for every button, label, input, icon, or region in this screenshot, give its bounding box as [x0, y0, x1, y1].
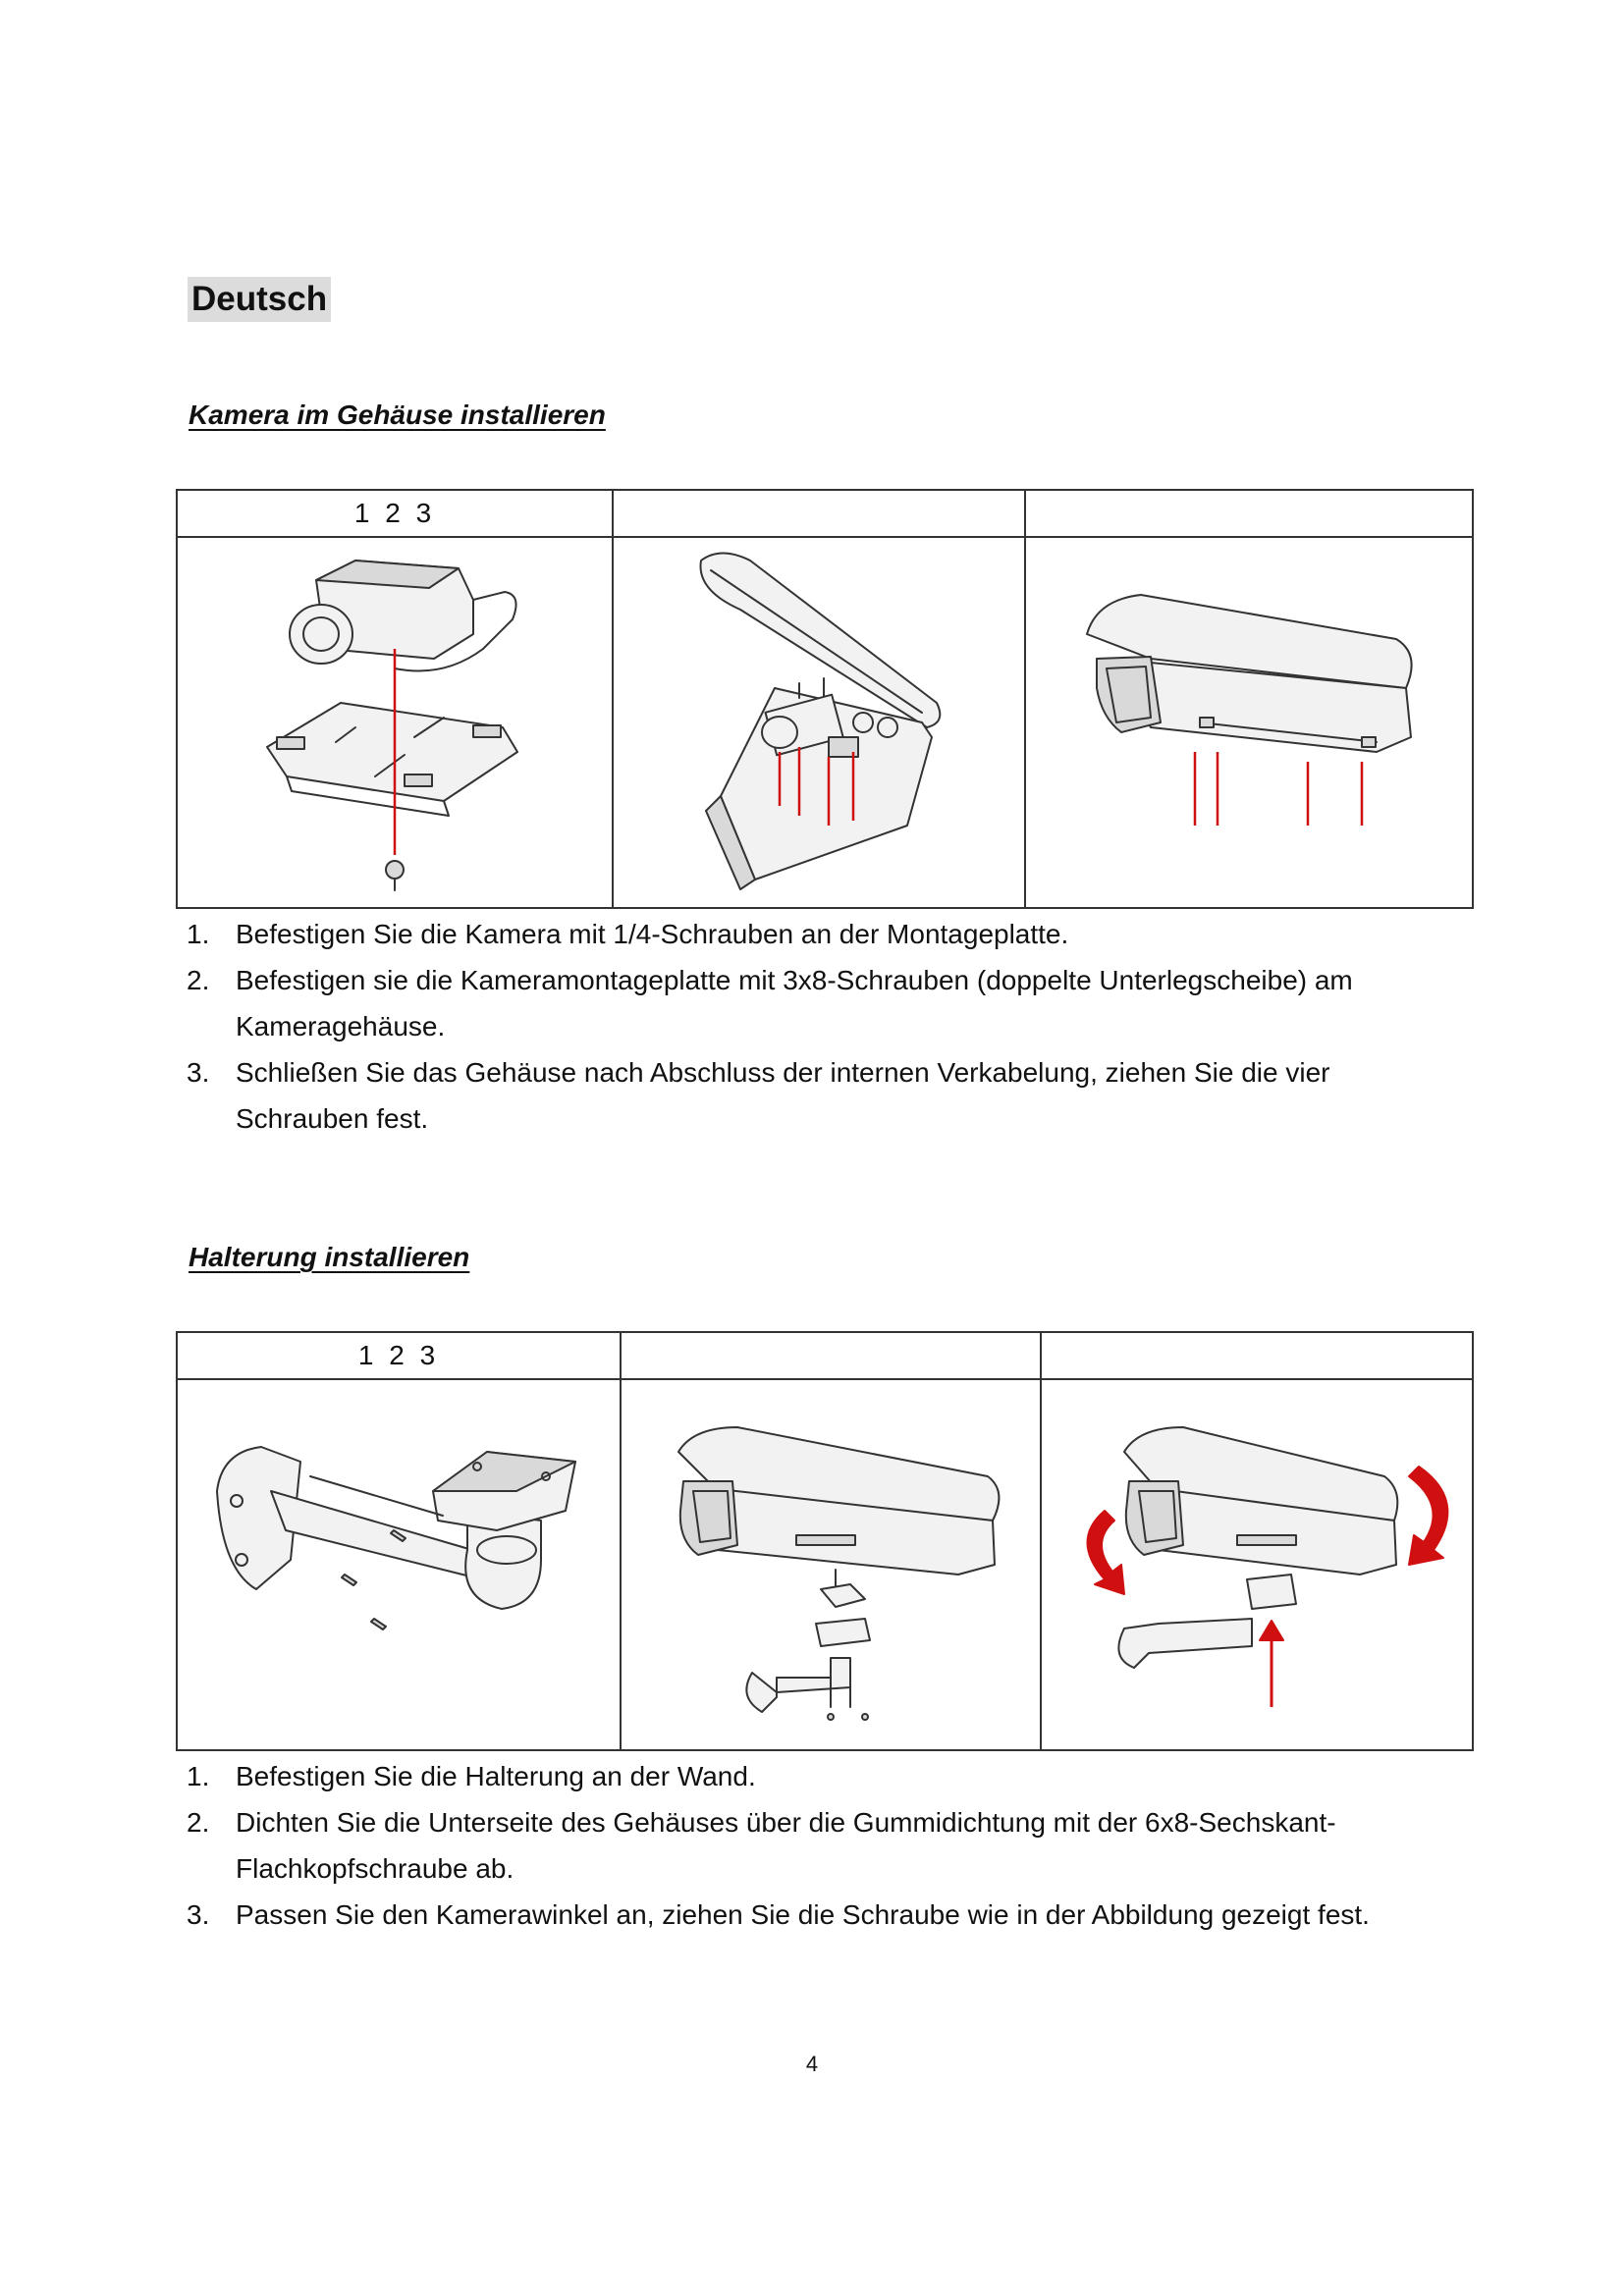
- figure-cell-step3: [1025, 537, 1473, 908]
- figure-header-cell-empty: [1041, 1332, 1473, 1379]
- list-item: 1. Befestigen Sie die Kamera mit 1/4-Schrauben an der Montageplatte.: [187, 919, 1069, 949]
- figure-table-bracket-install: [176, 1331, 1474, 1751]
- figure-cell-step3: [1041, 1379, 1473, 1750]
- figure-table-camera-install: [176, 489, 1474, 909]
- list-item: 3. Passen Sie den Kamerawinkel an, ziehen Sie die Schraube wie in der Abbildung gezeigt fest.: [187, 1899, 1370, 1930]
- list-item: 1. Befestigen Sie die Halterung an der Wand.: [187, 1761, 756, 1791]
- section-title-camera-in-housing: Kamera im Gehäuse installieren: [189, 400, 606, 430]
- figure-cell-step2: [613, 537, 1025, 908]
- list-item: 2. Dichten Sie die Unterseite des Gehäuses über die Gummidichtung mit der 6x8-Sechskant-Flachkopfschraube ab.: [187, 1807, 1336, 1884]
- section-title-bracket-install: Halterung installieren: [189, 1242, 470, 1272]
- closed-housing-screws-illustration: [1053, 541, 1445, 904]
- camera-in-open-housing-illustration: [681, 541, 956, 904]
- figure-header-cell-empty: [613, 490, 1025, 537]
- steps-list-bracket-install: [187, 1753, 1463, 1938]
- wall-bracket-illustration: [202, 1383, 595, 1746]
- steps-list-camera-install: [187, 911, 1463, 1142]
- list-item: 2. Befestigen sie die Kameramontageplatte mit 3x8-Schrauben (doppelte Unterlegscheibe) am Kameragehäuse.: [187, 965, 1353, 1041]
- figure-header-cell-empty: [621, 1332, 1041, 1379]
- figure-header-cell: 1 2 3: [177, 490, 613, 537]
- figure-header-cell-empty: [1025, 490, 1473, 537]
- housing-on-bracket-illustration: [639, 1383, 1022, 1746]
- language-heading: Deutsch: [188, 277, 331, 322]
- figure-cell-step1: [177, 1379, 621, 1750]
- figure-header-cell: 1 2 3: [177, 1332, 621, 1379]
- list-item: 3. Schließen Sie das Gehäuse nach Abschluss der internen Verkabelung, ziehen Sie die vier Schrauben fest.: [187, 1057, 1330, 1134]
- figure-cell-step1: [177, 537, 613, 908]
- camera-on-mount-plate-illustration: [247, 541, 542, 904]
- page-number: 4: [805, 2052, 819, 2076]
- figure-cell-step2: [621, 1379, 1041, 1750]
- adjust-camera-angle-illustration: [1051, 1383, 1463, 1746]
